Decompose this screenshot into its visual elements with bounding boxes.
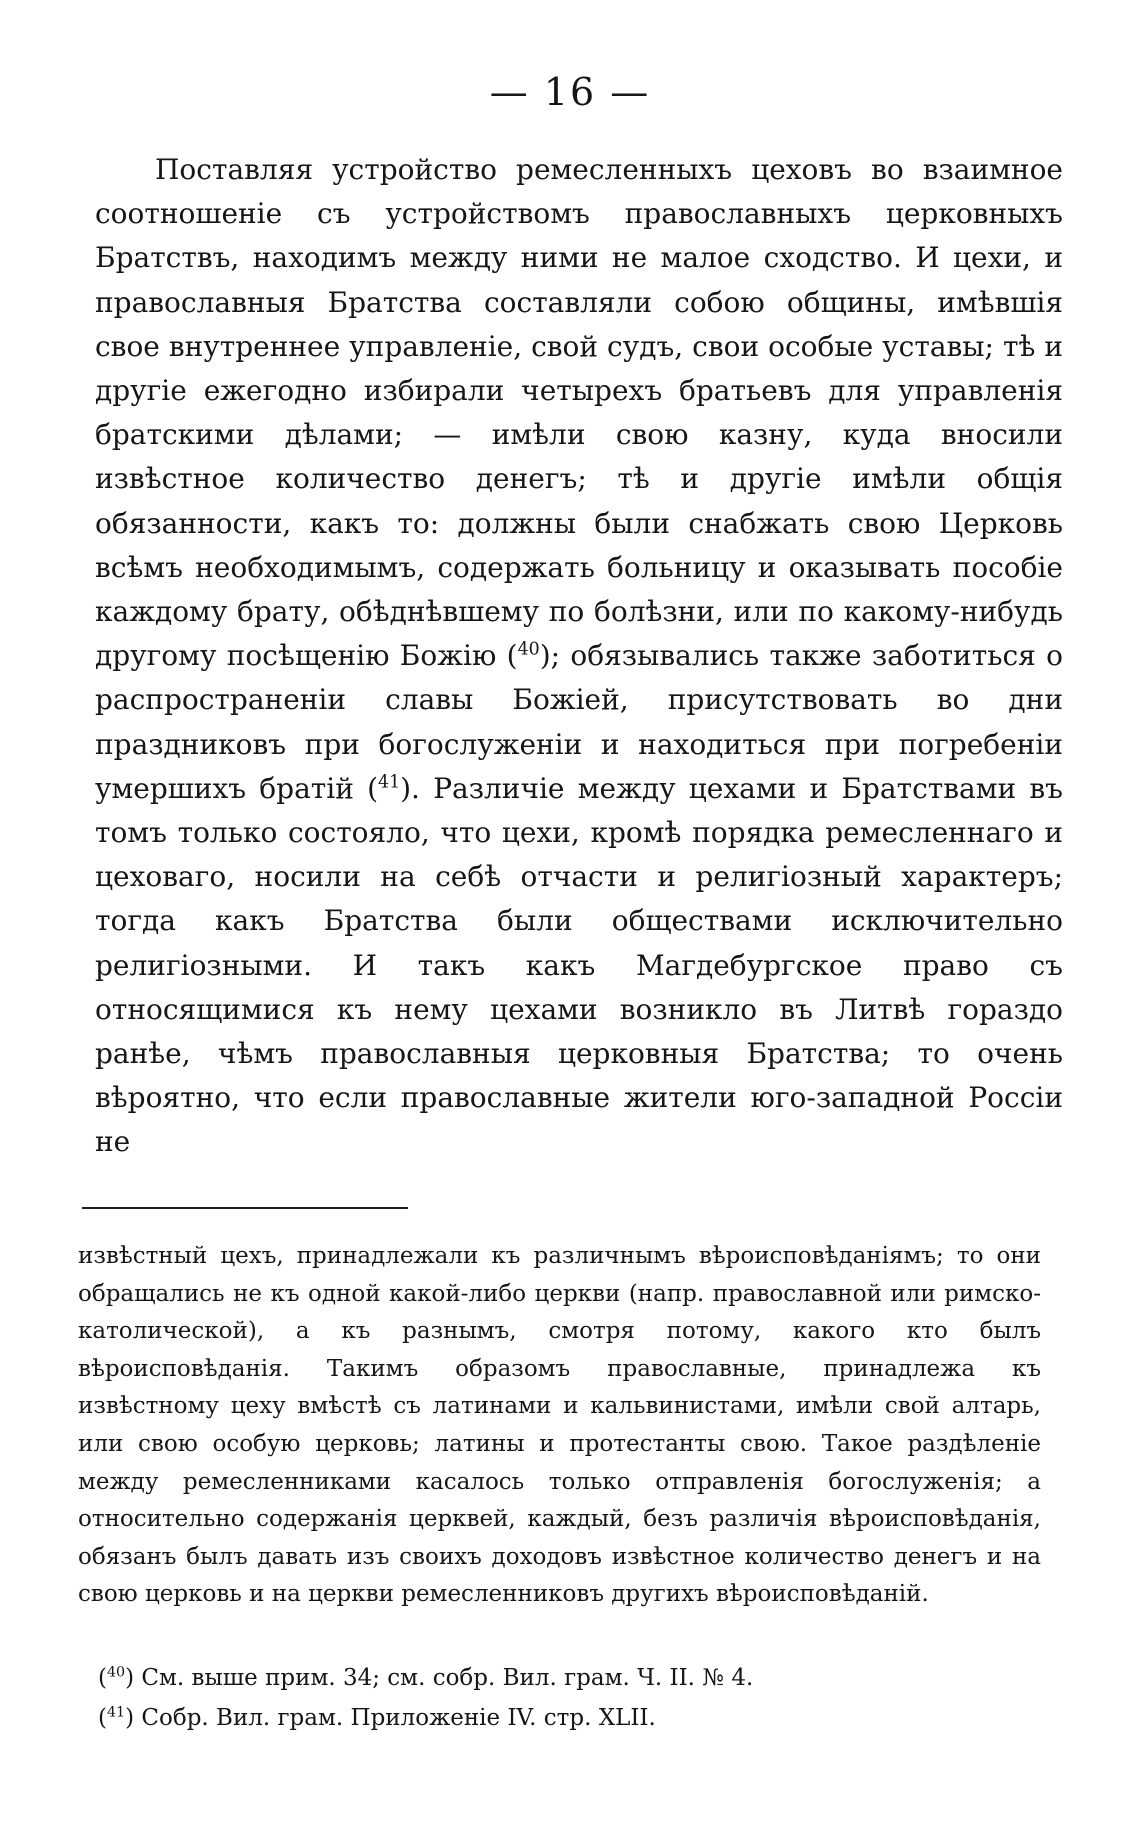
footnote-text-41: ) Собр. Вил. грам. Приложеніе IV. стр. XLII. (125, 1705, 656, 1731)
body-paragraph (95, 148, 1063, 1165)
body-text-part-3: ). Различіе между цехами и Братствами въ томъ только состояло, что цехи, кромѣ порядка ремесленнаго и цеховаго, носили на себѣ отчасти и религіозный характеръ; тогда какъ Братства были обществами исключительно религіозными. И такъ какъ Магдебургское право съ относящимися къ нему цехами возникло въ Литвѣ гораздо ранѣе, чѣмъ православныя церковныя Братства; то очень вѣроятно, что если православные жители юго-западной Россіи не (95, 771, 1063, 1159)
footnote-divider (82, 1207, 408, 1209)
footnote-ref-40[interactable]: 40 (517, 639, 540, 660)
footnote-number-40: 40 (106, 1664, 126, 1681)
footnote-continuation: извѣстный цехъ, принадлежали къ различнымъ вѣроисповѣданіямъ; то они обращались не къ одной какой-либо церкви (напр. православной или римско-католической), а къ разнымъ, смотря потому, какого кто былъ вѣроисповѣданія. Такимъ образомъ православные, принадлежа къ извѣстному цеху вмѣстѣ съ латинами и кальвинистами, имѣли свой алтарь, или свою особую церковь; латины и протестанты свою. Такое раздѣленіе между ремесленниками касалось только отправленія богослуженія; а относительно содержанія церквей, каждый, безъ различія вѣроисповѣданія, обязанъ былъ давать изъ своихъ доходовъ извѣстное количество денегъ и на свою церковь и на церкви ремесленниковъ другихъ вѣроисповѣданій. (78, 1243, 1041, 1608)
page-number: — 16 — (489, 70, 651, 114)
footnote-ref-41[interactable]: 41 (378, 772, 401, 793)
footnote-number-41: 41 (106, 1704, 126, 1721)
body-text-part-1: Поставляя устройство ремесленныхъ цеховъ во взаимное соотношеніе съ устройствомъ православныхъ церковныхъ Братствъ, находимъ между ними не малое сходство. И цехи, и православныя Братства составляли собою общины, имѣвшія свое внутреннее управленіе, свой судъ, свои особые уставы; тѣ и другіе ежегодно избирали четырехъ братьевъ для управленія братскими дѣлами; — имѣли свою казну, куда вносили извѣстное количество денегъ; тѣ и другіе имѣли общія обязанности, какъ то: должны были снабжать свою Церковь всѣмъ необходимымъ, содержать больницу и оказывать пособіе каждому брату, обѣднѣвшему по болѣзни, или по какому-нибудь другому посѣщенію Божію ( (95, 153, 1063, 673)
footnote-40: ($^{40}$) См. выше прим. 34; см. собр. Вил. грам. Ч. II. № 4. (98, 1664, 754, 1691)
body-text-part-2: ); обязывались также заботиться о распространеніи славы Божіей, присутствовать во дни праздниковъ при богослуженіи и находиться при погребеніи умершихъ братій ( (95, 639, 1064, 805)
footnote-text-40: ) См. выше прим. 34; см. собр. Вил. грам. Ч. II. № 4. (125, 1665, 754, 1691)
footnote-41: ($^{41}$) Собр. Вил. грам. Приложеніе IV. стр. XLII. (98, 1704, 656, 1731)
